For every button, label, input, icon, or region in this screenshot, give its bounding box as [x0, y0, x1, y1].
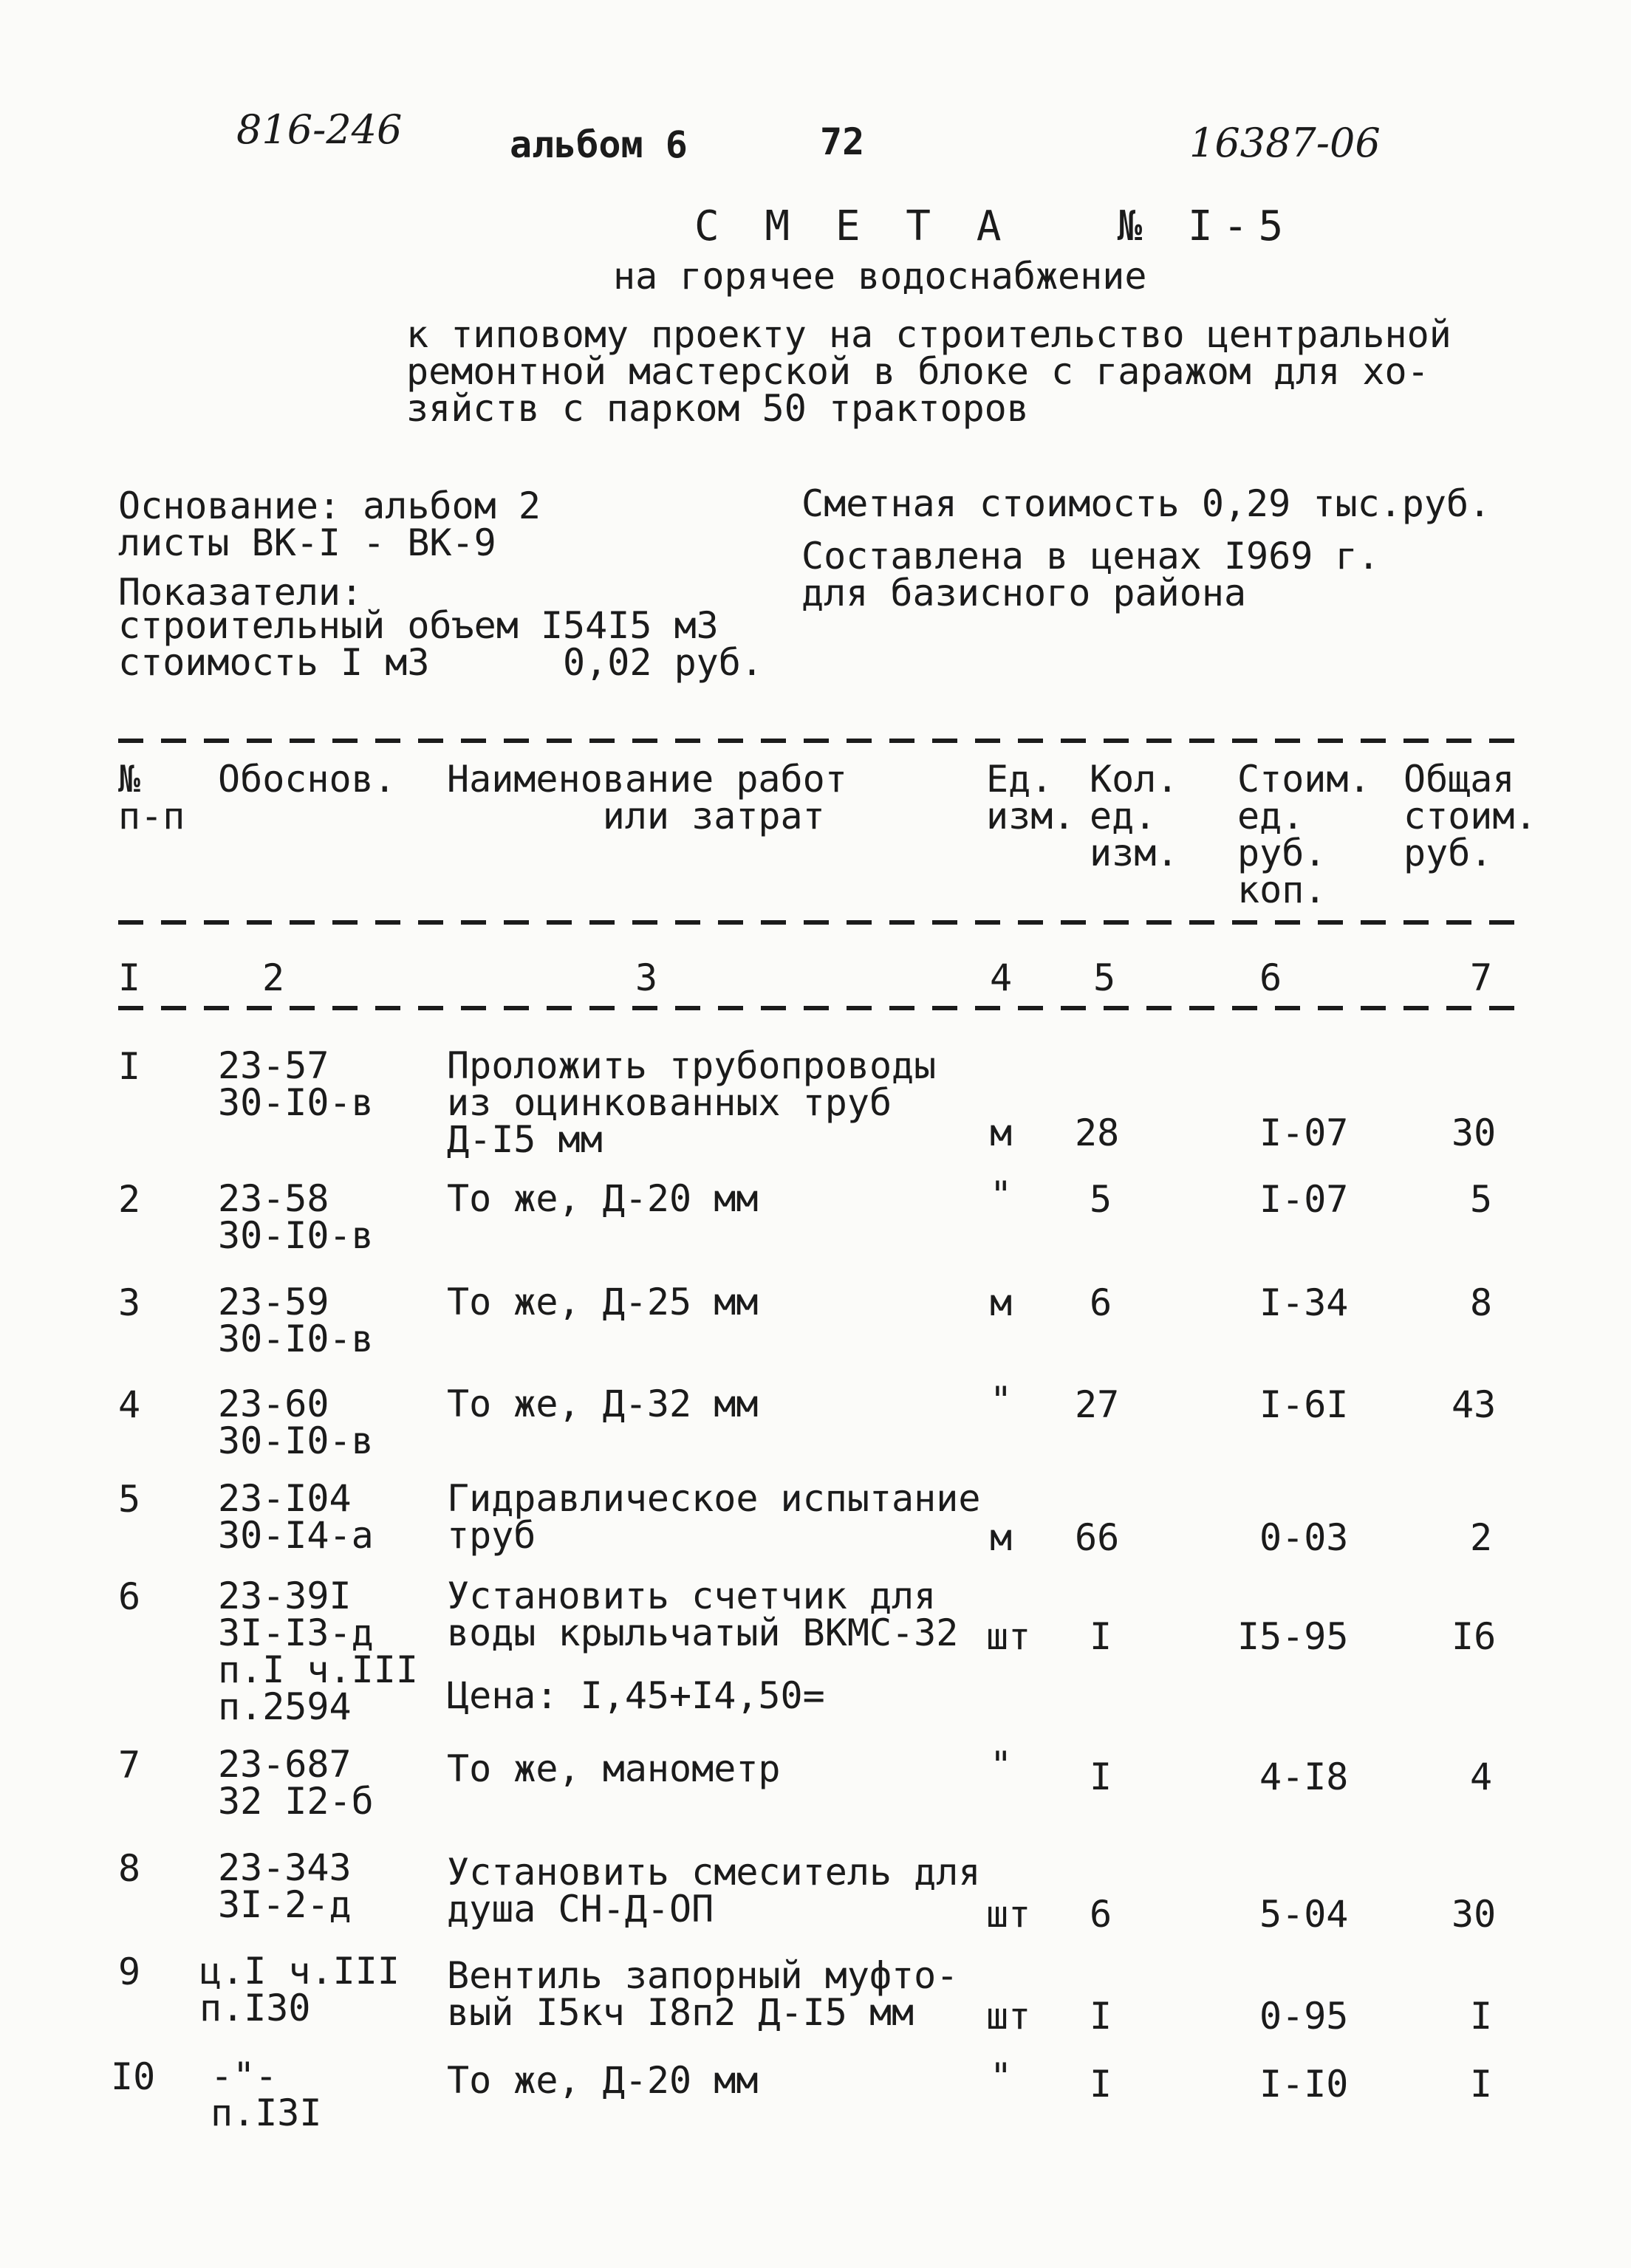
row-name: Установить счетчик для воды крыльчатый ВКМС-32	[447, 1575, 959, 1654]
row-unit-cost: 0-95	[1259, 1995, 1349, 2038]
header-quantity: Кол. ед. изм.	[1090, 758, 1179, 874]
column-number-4: 4	[990, 956, 1013, 999]
row-unit-cost: I5-95	[1237, 1615, 1349, 1658]
basis-text: Основание: альбом 2 листы ВК-I - ВК-9	[118, 484, 541, 564]
row-basis: 23-60 30-I0-в	[218, 1383, 374, 1462]
row-unit: шт	[986, 1893, 1031, 1936]
row-basis: 23-343 3I-2-д	[218, 1846, 352, 1926]
row-unit: м	[990, 1281, 1013, 1324]
row-unit-cost: 5-04	[1259, 1893, 1349, 1936]
row-name: То же, Д-20 мм	[447, 2059, 759, 2102]
header-number: № п-п	[118, 758, 185, 837]
price-basis: Составлена в ценах I969 г. для базисного района	[801, 535, 1380, 614]
row-basis: -"- п.I3I	[211, 2055, 322, 2134]
row-name: Гидравлическое испытание труб	[447, 1477, 981, 1557]
row-basis: 23-I04 30-I4-а	[218, 1477, 374, 1557]
row-quantity: I	[1090, 1995, 1112, 2038]
row-total: I	[1470, 1995, 1493, 2038]
row-unit: м	[990, 1516, 1013, 1559]
row-total: 43	[1452, 1383, 1497, 1426]
handwritten-code-left: 816-246	[236, 106, 403, 153]
row-number: I	[118, 1045, 141, 1088]
row-unit-cost: I-07	[1259, 1178, 1349, 1221]
row-unit: шт	[986, 1995, 1031, 2038]
row-unit-cost: I-07	[1259, 1111, 1349, 1154]
document-title: С М Е Т А № I-5	[694, 202, 1294, 250]
row-unit: "	[990, 1174, 1013, 1216]
row-number: 8	[118, 1847, 141, 1890]
row-quantity: I	[1090, 1755, 1112, 1798]
row-basis: 23-39I 3I-I3-д п.I ч.III п.2594	[218, 1575, 418, 1728]
row-name: Вентиль запорный муфто- вый I5кч I8п2 Д-I5 мм	[447, 1954, 959, 2034]
row-quantity: I	[1090, 2063, 1112, 2106]
row-number: 7	[118, 1744, 141, 1786]
row-quantity: I	[1090, 1615, 1112, 1658]
row-total: 2	[1470, 1516, 1493, 1559]
row-quantity: 27	[1075, 1383, 1120, 1426]
column-number-1: I	[118, 956, 141, 999]
project-description: к типовому проекту на строительство центральной ремонтной мастерской в блоке с гаражом для хо- зяйств с парком 50 тракторов	[406, 313, 1452, 430]
header-unit: Ед. изм.	[986, 758, 1076, 837]
row-name: Установить смеситель для душа СН-Д-ОП	[447, 1851, 981, 1930]
row-total: 5	[1470, 1178, 1493, 1221]
row-unit: "	[990, 2055, 1013, 2098]
column-number-3: 3	[635, 956, 658, 999]
row-basis: ц.I ч.III п.I30	[199, 1950, 400, 2029]
row-basis: 23-59 30-I0-в	[218, 1281, 374, 1360]
document-subtitle: на горячее водоснабжение	[613, 255, 1147, 298]
column-number-2: 2	[262, 956, 285, 999]
estimated-cost: Сметная стоимость 0,29 тыс.руб.	[801, 482, 1491, 525]
row-basis: 23-58 30-I0-в	[218, 1177, 374, 1257]
row-quantity: 28	[1075, 1111, 1120, 1154]
row-total: I	[1470, 2063, 1493, 2106]
row-number: 5	[118, 1478, 141, 1521]
row-unit: шт	[986, 1615, 1031, 1658]
table-top-divider	[118, 739, 1522, 743]
row-number: I0	[111, 2055, 156, 2098]
row-total: 4	[1470, 1755, 1493, 1798]
indicators-values: строительный объем I54I5 м3 стоимость I м3 0,02 руб.	[118, 604, 763, 684]
row-unit-cost: I-34	[1259, 1281, 1349, 1324]
row-unit: м	[990, 1111, 1013, 1154]
row-name: То же, Д-32 мм	[447, 1383, 759, 1425]
row-unit: "	[990, 1744, 1013, 1786]
page-number: 72	[820, 120, 865, 163]
row-total: 30	[1452, 1111, 1497, 1154]
row-unit-cost: I-I0	[1259, 2063, 1349, 2106]
row-quantity: 5	[1090, 1178, 1112, 1221]
album-label: альбом 6	[510, 123, 688, 166]
column-numbers-divider	[118, 1006, 1522, 1010]
header-name: Наименование работ или затрат	[447, 758, 847, 837]
row-number: 2	[118, 1178, 141, 1221]
row-unit-cost: 4-I8	[1259, 1755, 1349, 1798]
row-quantity: 6	[1090, 1893, 1112, 1936]
handwritten-code-right: 16387-06	[1189, 120, 1381, 166]
row-number: 9	[118, 1950, 141, 1993]
row-name: То же, манометр	[447, 1747, 781, 1790]
header-basis: Обоснов.	[218, 758, 396, 801]
row-unit-cost: 0-03	[1259, 1516, 1349, 1559]
row-quantity: 6	[1090, 1281, 1112, 1324]
column-number-7: 7	[1470, 956, 1493, 999]
column-number-6: 6	[1259, 956, 1282, 999]
row-price-note: Цена: I,45+I4,50=	[447, 1674, 825, 1717]
row-basis: 23-687 32 I2-б	[218, 1743, 374, 1823]
row-total: 30	[1452, 1893, 1497, 1936]
row-number: 6	[118, 1575, 141, 1618]
row-unit: "	[990, 1379, 1013, 1422]
header-bottom-divider	[118, 920, 1522, 925]
row-name: То же, Д-20 мм	[447, 1177, 759, 1220]
row-total: 8	[1470, 1281, 1493, 1324]
row-name: То же, Д-25 мм	[447, 1281, 759, 1323]
header-unit-cost: Стоим. ед. руб. коп.	[1237, 758, 1371, 911]
row-total: I6	[1452, 1615, 1497, 1658]
row-name: Проложить трубопроводы из оцинкованных труб Д-I5 мм	[447, 1044, 937, 1161]
indicators-label: Показатели:	[118, 571, 363, 614]
header-total-cost: Общая стоим. руб.	[1403, 758, 1537, 874]
column-number-5: 5	[1093, 956, 1116, 999]
row-number: 4	[118, 1383, 141, 1426]
row-number: 3	[118, 1281, 141, 1324]
row-unit-cost: I-6I	[1259, 1383, 1349, 1426]
row-quantity: 66	[1075, 1516, 1120, 1559]
row-basis: 23-57 30-I0-в	[218, 1044, 374, 1124]
